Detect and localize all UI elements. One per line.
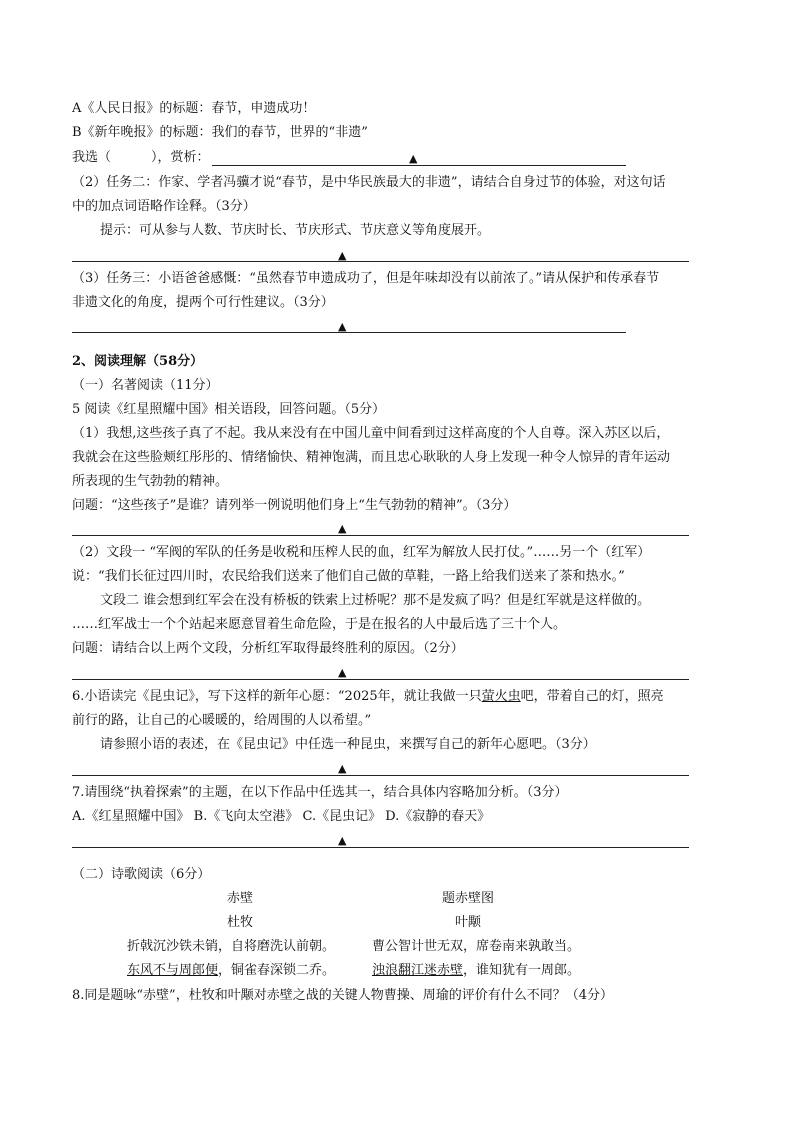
choice-suffix: ），赏析： (151, 150, 210, 165)
answer-mark: ▲ (338, 249, 347, 262)
q7-options: A.《红星照耀中国》 B.《飞向太空港》 C.《昆虫记》 D.《寂静的春天》 (72, 809, 491, 824)
answer-mark: ▲ (338, 762, 347, 775)
q5-passage1-line3: 所表现的生气勃勃的精神。 (72, 474, 229, 489)
poem1-title: 赤壁 (227, 891, 254, 906)
poem1-line2 (127, 962, 335, 980)
poem2-author: 叶颙 (455, 915, 482, 930)
answer-rule[interactable] (72, 535, 689, 536)
answer-rule[interactable] (212, 165, 626, 166)
choice-prefix: 我选（ (72, 150, 112, 165)
q7-line1: 7.请围绕“执着探索”的主题，在以下作品中任选其一，结合具体内容略加分析。（3分） (72, 785, 568, 800)
choice-line (72, 149, 210, 167)
q5-passage1-line2: 我就会在这些脸颊红彤彤的、情绪愉快、精神饱满，而且忠心耿耿的人身上发现一种令人惊异的青年运动 (72, 450, 671, 465)
task2-hint: 提示：可从参与人数、节庆时长、节庆形式、节庆意义等角度展开。 (100, 223, 491, 238)
answer-mark: ▲ (409, 152, 418, 165)
task3-line1: （3）任务三：小语爸爸感慨：“虽然春节申遗成功了，但是年味却没有以前浓了。”请从保护和传承春节 (72, 271, 660, 286)
q6-text-post: 吧，带着自己的灯，照亮 (520, 689, 664, 704)
poem2-line1: 曹公智计世无双，席卷南来孰敢当。 (372, 939, 581, 954)
poem2-line2-rest: ，谁知犹有一周郎。 (463, 963, 581, 978)
section-title: 2、阅读理解（58分） (72, 354, 204, 369)
poem1-line2-rest: ，铜雀春深锁二乔。 (218, 963, 336, 978)
task3-line2: 非遗文化的角度，提两个可行性建议。（3分） (72, 295, 334, 310)
answer-rule[interactable] (72, 261, 689, 262)
poem2-underlined: 浊浪翻江迷赤壁 (372, 963, 464, 978)
q6-text-pre: 6.小语读完《昆虫记》，写下这样的新年心愿：“2025年，就让我做一只 (72, 689, 482, 704)
answer-rule[interactable] (72, 847, 689, 848)
task2-line1: （2）任务二：作家、学者冯骥才说“春节，是中华民族最大的非遗”，请结合自身过节的体验，对这句话 (72, 175, 666, 190)
option-a: A《人民日报》的标题：春节，申遗成功！ (72, 101, 316, 116)
poetry-heading: （二）诗歌阅读（6分） (72, 867, 211, 882)
q5-passage2-line1: （2）文段一 “军阀的军队的任务是收税和压榨人民的血，红军为解放人民打仗。”……另一个（红军） (72, 545, 651, 560)
task2-line2: 中的加点词语略作诠释。（3分） (72, 199, 256, 214)
q5-passage2-line4: ……红军战士一个个站起来愿意冒着生命危险，于是在报名的人中最后选了三十个人。 (72, 617, 567, 632)
answer-mark: ▲ (338, 834, 347, 847)
subsection-title: （一）名著阅读（11分） (72, 378, 219, 393)
q6-line2: 前行的路，让自己的心暖暖的，给周围的人以希望。” (72, 713, 372, 728)
q5-title: 5 阅读《红星照耀中国》相关语段，回答问题。（5分） (72, 402, 386, 417)
answer-rule[interactable] (72, 679, 689, 680)
q5-passage2-line3: 文段二 谁会想到红军会在没有桥板的铁索上过桥呢？那不是发疯了吗？但是红军就是这样做的。 (100, 593, 651, 608)
q6-line3: 请参照小语的表述，在《昆虫记》中任选一种昆虫，来撰写自己的新年心愿吧。（3分） (100, 737, 596, 752)
q5-question2: 问题：请结合以上两个文段，分析红军取得最终胜利的原因。（2分） (72, 641, 464, 656)
q6-underlined-insect: 萤火虫 (481, 689, 521, 704)
poem1-author: 杜牧 (227, 915, 254, 930)
q8-text: 8.同是题咏“赤壁”，杜牧和叶颙对赤壁之战的关键人物曹操、周瑜的评价有什么不同？（4分） (72, 988, 613, 1003)
poem2-title: 题赤壁图 (442, 891, 495, 906)
answer-mark: ▲ (338, 320, 347, 333)
answer-rule[interactable] (72, 332, 626, 333)
poem2-line2 (372, 962, 580, 980)
poem1-line1: 折戟沉沙铁未销，自将磨洗认前朝。 (127, 939, 336, 954)
option-b: B《新年晚报》的标题：我们的春节，世界的“非遗” (72, 125, 368, 140)
answer-mark: ▲ (338, 666, 347, 679)
q5-question1: 问题：“这些孩子”是谁？请列举一例说明他们身上“生气勃勃的精神”。（3分） (72, 498, 517, 513)
q5-passage1-line1: （1）我想,这些孩子真了不起。我从来没有在中国儿童中间看到过这样高度的个人自尊。深入苏区以后， (72, 426, 670, 441)
answer-mark: ▲ (338, 522, 347, 535)
q5-passage2-line2: 说：“我们长征过四川时，农民给我们送来了他们自己做的草鞋，一路上给我们送来了茶和热水。” (72, 569, 625, 584)
q6-line1 (72, 688, 664, 706)
poem1-underlined: 东风不与周郎便 (127, 963, 219, 978)
answer-rule[interactable] (72, 775, 689, 776)
